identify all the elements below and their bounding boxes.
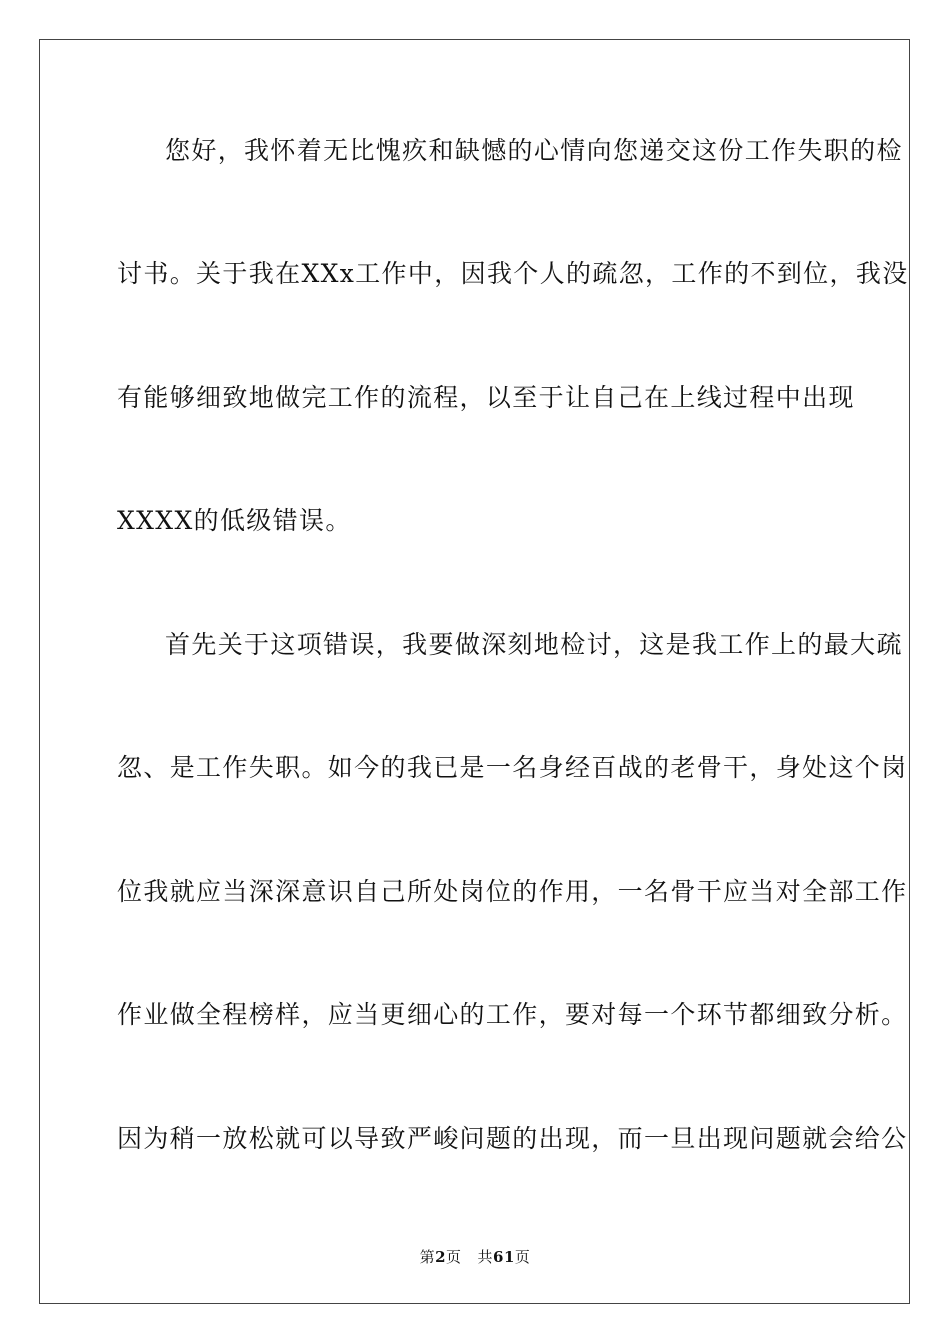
- total-pages: 61: [493, 1248, 515, 1266]
- paragraph-1-line-4: XXXX的低级错误。: [117, 506, 352, 535]
- paragraph-1-line-3: 有能够细致地做完工作的流程，以至于让自己在上线过程中出现: [117, 383, 855, 412]
- total-label-prefix: 共: [477, 1248, 494, 1266]
- paragraph-2-line-4: 作业做全程榜样，应当更细心的工作，要对每一个环节都细致分析。: [117, 1000, 908, 1029]
- paragraph-2-line-1: 首先关于这项错误，我要做深刻地检讨，这是我工作上的最大疏: [165, 630, 903, 659]
- paragraph-2-line-5: 因为稍一放松就可以导致严峻问题的出现，而一旦出现问题就会给公: [117, 1124, 908, 1153]
- page-border: [39, 39, 910, 1304]
- page-label-suffix: 页: [446, 1248, 462, 1266]
- paragraph-1-line-1: 您好，我怀着无比愧疚和缺憾的心情向您递交这份工作失职的检: [165, 136, 903, 165]
- total-label-suffix: 页: [514, 1248, 531, 1266]
- page-label-prefix: 第: [419, 1248, 436, 1266]
- page-footer: [0, 1247, 950, 1267]
- paragraph-2-line-2: 忽、是工作失职。如今的我已是一名身经百战的老骨干，身处这个岗: [117, 753, 908, 782]
- paragraph-2-line-3: 位我就应当深深意识自己所处岗位的作用，一名骨干应当对全部工作: [117, 877, 908, 906]
- page-number: 2: [435, 1248, 447, 1266]
- paragraph-1-line-2: 讨书。关于我在XXx工作中，因我个人的疏忽，工作的不到位，我没: [117, 259, 909, 288]
